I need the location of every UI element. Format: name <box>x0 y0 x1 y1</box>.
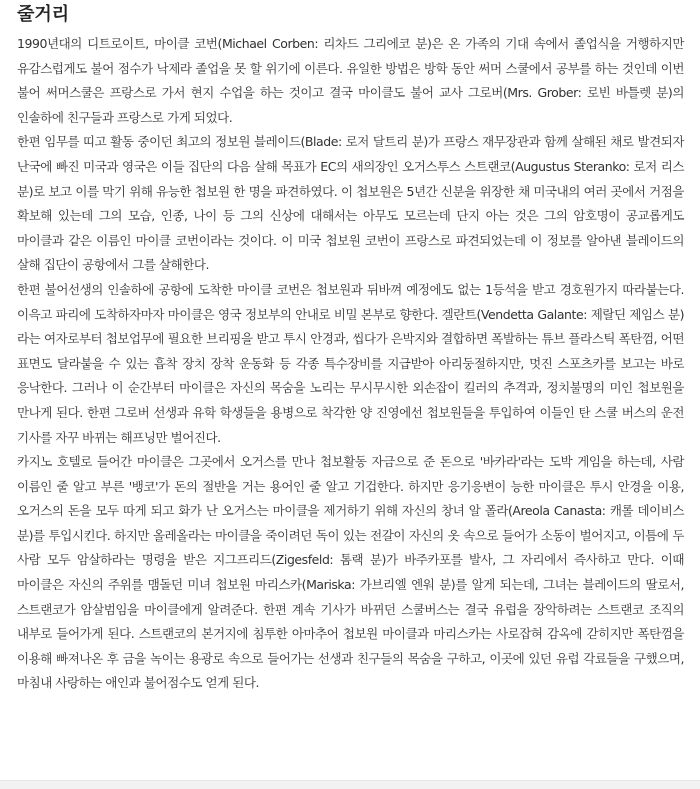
plot-paragraph-4: 카지노 호텔로 들어간 마이클은 그곳에서 오거스를 만나 첩보활동 자금으로 준 돈으로 '바카라'라는 도박 게임을 하는데, 사람 이름인 줄 알고 부른 '뱅코'가 돈의 절반을 거는 용어인 줄 알고 기겁한다. 하지만 응기응변이 능한 마이클은 투시 안경을 이용, 오거스의 돈을 모두 따게 되고 화가 난 오거스는 마이클을 제거하기 위해 자신의 창녀 알 폴라(Areola Canasta: 캐롤 데이비스 분)를 투입시킨다. 하지만 올레올라는 마이클을 죽이려던 독이 있는 전갈이 자신의 옷 속으로 들어가 소동이 벌어지고, 이틈에 두 사람 모두 암살하라는 명령을 받은 지그프리드(Zigesfeld: 톰랙 분)가 바주카포를 발사, 그 자리에서 즉사하고 만다. 이때 마이클은 자신의 주위를 맴돌던 미녀 첩보원 마리스카(Mariska: 가브리엘 엔워 분)를 알게 되는데, 그녀는 블레이드의 딸로서, 스트랜코가 암살범임을 마이클에게 알려준다. 한편 계속 기사가 바뀌던 스쿨버스는 결국 유럽을 장악하려는 스트랜코 조직의 내부로 들어가게 된다. 스트랜코의 본거지에 침투한 아마추어 첩보원 마이클과 마리스카는 사로잡혀 감옥에 갇히지만 폭탄껌을 이용해 빠져나온 후 금을 녹이는 용광로 속으로 들어가는 선생과 친구들의 목숨을 구하고, 이곳에 있던 유럽 각료들을 구했으며, 마침내 사랑하는 애인과 불어점수도 얻게 된다. <box>17 454 684 691</box>
plot-paragraph-3: 한편 불어선생의 인솔하에 공항에 도착한 마이클 코번은 첩보원과 뒤바껴 예정에도 없는 1등석을 받고 경호원가지 따라붙는다. 이윽고 파리에 도착하자마자 마이클은 영국 정보부의 안내로 비밀 본부로 향한다. 겔란트(Vendetta Galante: 제랄딘 제임스 분)라는 여자로부터 첩보업무에 필요한 브리핑을 받고 투시 안경과, 씹다가 은박지와 결합하면 폭발하는 튜브 플라스틱 폭탄껌, 어떤 표면도 달라붙을 수 있는 흡착 장치 장착 운동화 등 각종 특수장비를 지급받아 아리둥절하지만, 멋진 스포츠카를 보고는 바로 응낙한다. 그러나 이 순간부터 마이클은 자신의 목숨을 노리는 무시무시한 외손잡이 킬러의 추격과, 정치불명의 미인 첩보원을 만나게 된다. 한편 그로버 선생과 유학 학생들을 용병으로 착각한 양 진영에선 첩보원들을 투입하여 이들인 탄 스쿨 버스의 운전 기사를 자꾸 바뀌는 해프닝만 벌어진다. <box>17 281 684 445</box>
plot-body <box>17 32 684 696</box>
plot-paragraph-2: 한편 임무를 띠고 활동 중이던 최고의 정보원 블레이드(Blade: 로저 달트리 분)가 프랑스 재무장관과 함께 살해된 채로 발견되자 난국에 빠진 미국과 영국은 이들 집단의 다음 살해 목표가 EC의 새의장인 오거스투스 스트랜코(Augustus Steranko: 로저 리스 분)로 보고 이를 막기 위해 유능한 첩보원 한 명을 파견하였다. 이 첩보원은 5년간 신분을 위장한 채 미국내의 여러 곳에서 거점을 확보해 있는데 그의 모습, 인종, 나이 등 그의 신상에 대해서는 아무도 모르는데 단지 아는 것은 그의 암호명이 공교롭게도 마이클과 같은 이름인 마이클 코번이라는 것이다. 이 미국 첩보원 코번이 프랑스로 파견되었는데 이 정보를 알아낸 블레이드의 살해 집단이 공항에서 그를 살해한다. <box>17 134 684 273</box>
section-title: 줄거리 <box>17 4 70 25</box>
plot-paragraph-1: 1990년대의 디트로이트, 마이클 코번(Michael Corben: 리차드 그리에코 분)은 온 가족의 기대 속에서 졸업식을 거행하지만 유감스럽게도 불어 점수가 낙제라 졸업을 못 할 위기에 이른다. 유일한 방법은 방학 동안 써머 스쿨에서 공부를 하는 것인데 이번 불어 써머스쿨은 프랑스로 가서 현지 수업을 하는 것이고 결국 마이클도 불어 교사 그로버(Mrs. Grober: 로빈 바틀렛 분)의 인솔하에 친구들과 프랑스로 가게 되었다. <box>17 36 684 125</box>
bottom-divider-strip <box>0 780 700 789</box>
